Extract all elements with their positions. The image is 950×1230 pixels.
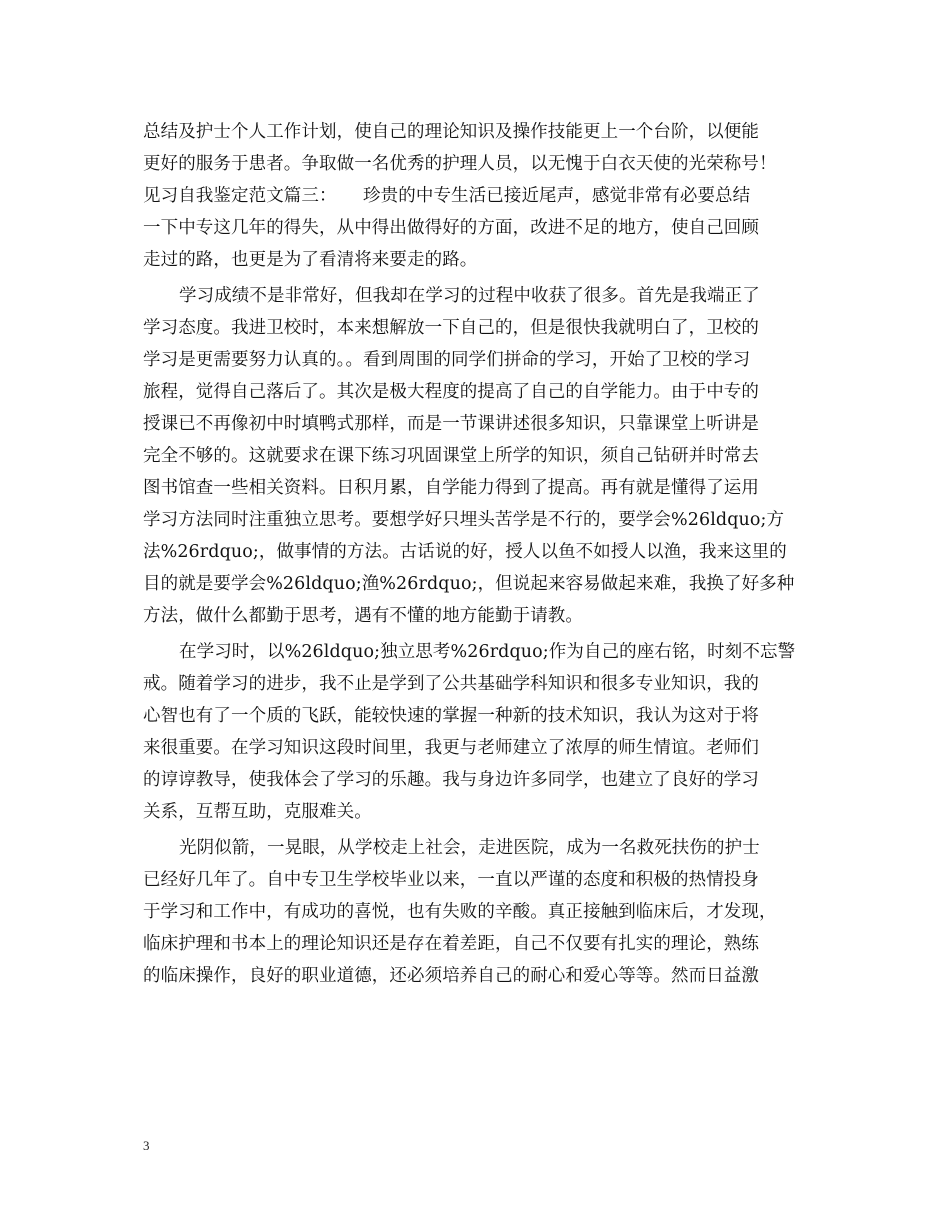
text-line: 见习自我鉴定范文篇三： 珍贵的中专生活已接近尾声，感觉非常有必要总结 — [143, 186, 751, 206]
text-line: 目的就是要学会%26ldquo;渔%26rdquo;，但说起来容易做起来难，我换了好多种 — [143, 574, 795, 594]
text-line: 戒。随着学习的进步，我不止是学到了公共基础学科知识和很多专业知识，我的 — [143, 674, 759, 694]
text-line: 法%26rdquo;，做事情的方法。古话说的好，授人以鱼不如授人以渔，我来这里的 — [143, 542, 787, 562]
text-line: 学习是更需要努力认真的。。看到周围的同学们拼命的学习，开始了卫校的学习 — [143, 350, 751, 370]
text-line: 已经好几年了。自中专卫生学校毕业以来，一直以严谨的态度和积极的热情投身 — [143, 870, 759, 890]
text-line: 来很重要。在学习知识这段时间里，我更与老师建立了浓厚的师生情谊。老师们 — [143, 738, 759, 758]
text-line: 光阴似箭，一晃眼，从学校走上社会，走进医院，成为一名救死扶伤的护士 — [179, 838, 760, 858]
text-line: 心智也有了一个质的飞跃，能较快速的掌握一种新的技术知识，我认为这对于将 — [143, 706, 759, 726]
text-line: 的谆谆教导，使我体会了学习的乐趣。我与身边许多同学，也建立了良好的学习 — [143, 770, 759, 790]
text-line: 一下中专这几年的得失，从中得出做得好的方面，改进不足的地方，使自己回顾 — [143, 218, 759, 238]
text-line: 于学习和工作中，有成功的喜悦，也有失败的辛酸。真正接触到临床后，才发现， — [143, 902, 777, 922]
text-line: 方法，做什么都勤于思考，遇有不懂的地方能勤于请教。 — [143, 606, 583, 626]
text-line: 完全不够的。这就要求在课下练习巩固课堂上所学的知识，须自己钻研并时常去 — [143, 446, 759, 466]
text-line: 关系，互帮互助，克服难关。 — [143, 802, 372, 822]
text-line: 更好的服务于患者。争取做一名优秀的护理人员，以无愧于白衣天使的光荣称号！ — [143, 154, 777, 174]
text-line: 学习方法同时注重独立思考。要想学好只埋头苦学是不行的，要学会%26ldquo;方 — [143, 510, 785, 530]
text-line: 授课已不再像初中时填鸭式那样，而是一节课讲述很多知识，只靠课堂上听讲是 — [143, 414, 759, 434]
document-body — [143, 116, 828, 992]
text-line: 学习成绩不是非常好，但我却在学习的过程中收获了很多。首先是我端正了 — [179, 286, 760, 306]
text-line: 旅程，觉得自己落后了。其次是极大程度的提高了自己的自学能力。由于中专的 — [143, 382, 759, 402]
text-line: 的临床操作，良好的职业道德，还必须培养自己的耐心和爱心等等。然而日益激 — [143, 966, 759, 986]
page-number: 3 — [143, 1138, 150, 1153]
text-line: 学习态度。我进卫校时，本来想解放一下自己的，但是很快我就明白了，卫校的 — [143, 318, 759, 338]
text-line: 走过的路，也更是为了看清将来要走的路。 — [143, 250, 478, 270]
text-line: 临床护理和书本上的理论知识还是存在着差距，自己不仅要有扎实的理论，熟练 — [143, 934, 759, 954]
text-line: 在学习时，以%26ldquo;独立思考%26rdquo;作为自己的座右铭，时刻不忘警 — [179, 642, 796, 662]
text-line: 总结及护士个人工作计划，使自己的理论知识及操作技能更上一个台阶，以便能 — [143, 122, 759, 142]
text-line: 图书馆查一些相关资料。日积月累，自学能力得到了提高。再有就是懂得了运用 — [143, 478, 759, 498]
